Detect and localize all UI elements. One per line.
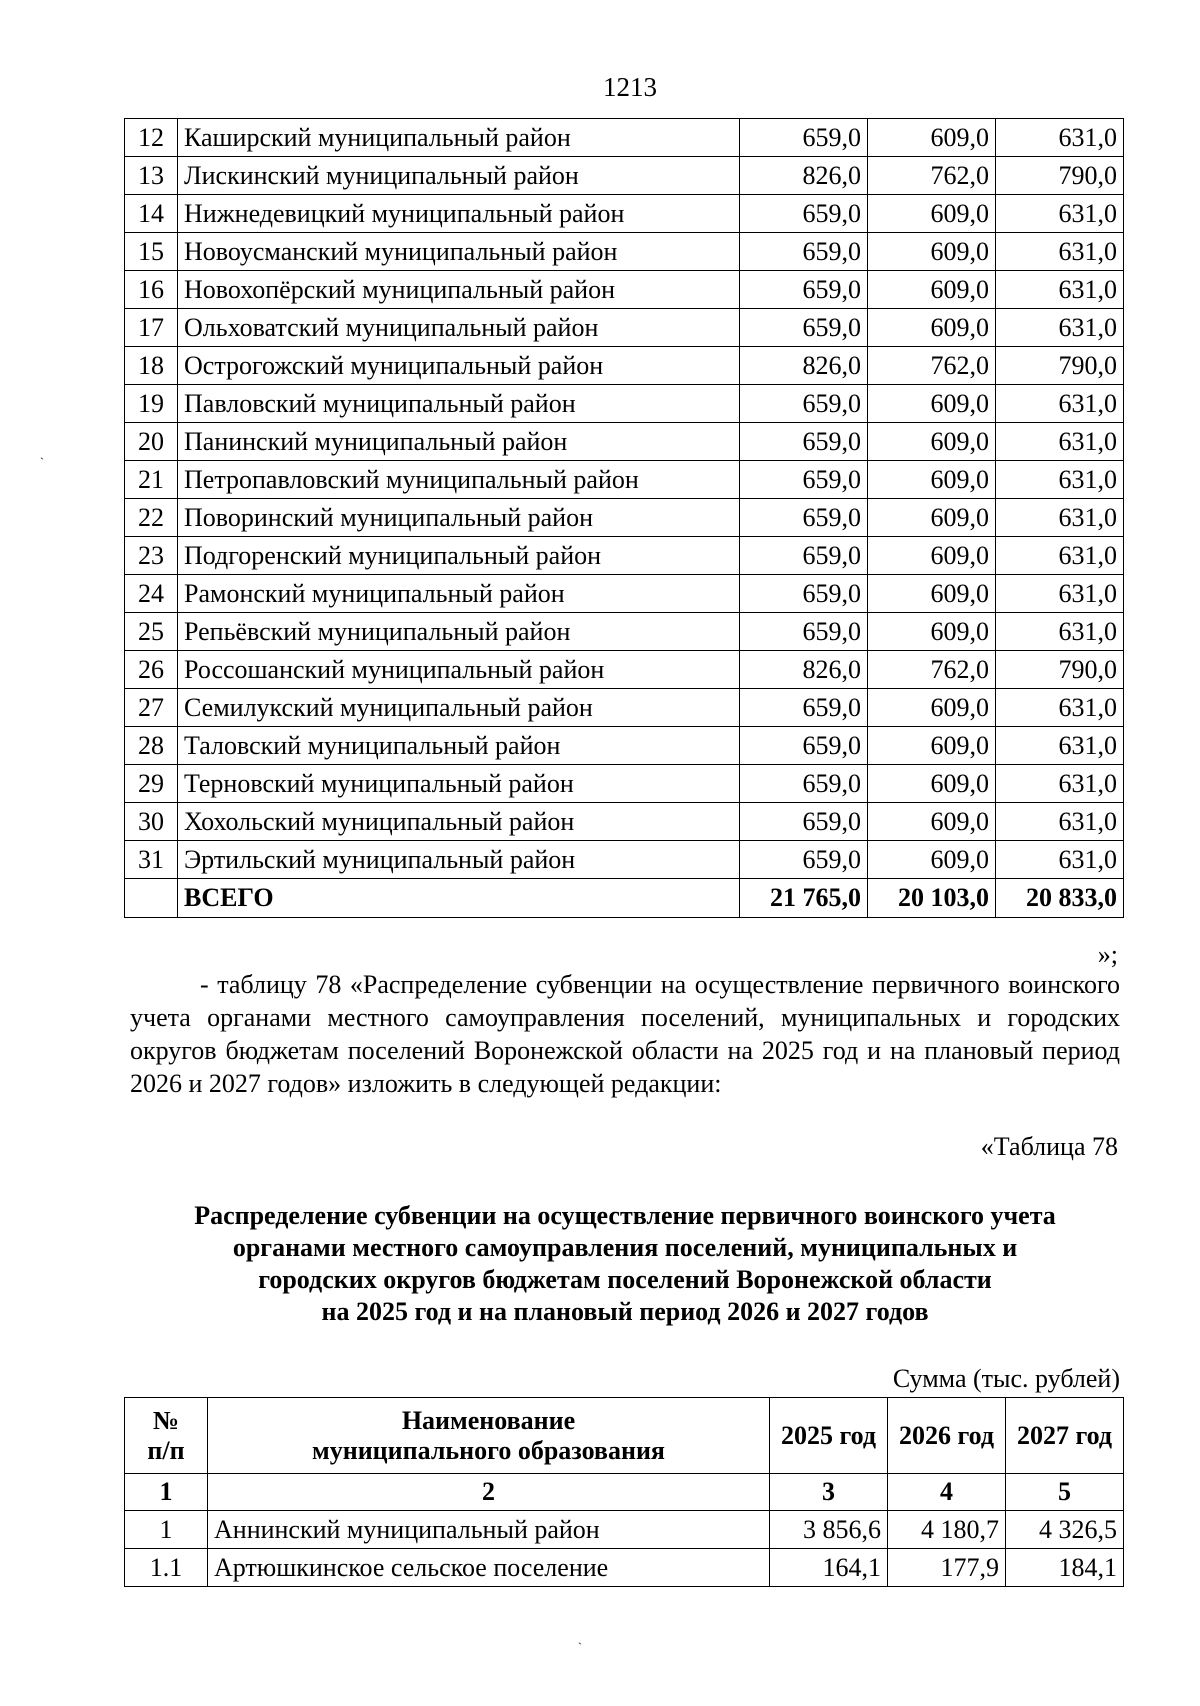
units-label: Сумма (тыс. рублей) <box>892 1364 1120 1393</box>
district-name: Панинский муниципальный район <box>178 423 740 461</box>
header-2027: 2027 год <box>1006 1398 1124 1474</box>
table-row <box>125 385 1124 423</box>
district-name: Острогожский муниципальный район <box>178 347 740 385</box>
table-row <box>125 613 1124 651</box>
col-index: 1 <box>125 1474 208 1511</box>
district-name: Россошанский муниципальный район <box>178 651 740 689</box>
value-2027: 790,0 <box>996 347 1124 385</box>
row-number: 1 <box>125 1511 208 1549</box>
table-row <box>125 651 1124 689</box>
value-2025: 164,1 <box>770 1549 888 1587</box>
value-2027: 631,0 <box>996 271 1124 309</box>
row-number: 31 <box>125 841 178 879</box>
value-2025: 659,0 <box>740 575 868 613</box>
district-name: Эртильский муниципальный район <box>178 841 740 879</box>
value-2025: 659,0 <box>740 423 868 461</box>
entity-name: Артюшкинское сельское поселение <box>208 1549 770 1587</box>
value-2026: 762,0 <box>868 651 996 689</box>
district-name: Павловский муниципальный район <box>178 385 740 423</box>
title-line: городских округов бюджетам поселений Воронежской области <box>258 1265 992 1294</box>
value-2026: 609,0 <box>868 803 996 841</box>
value-2026: 609,0 <box>868 575 996 613</box>
value-2025: 3 856,6 <box>770 1511 888 1549</box>
header-2025: 2025 год <box>770 1398 888 1474</box>
district-name: Таловский муниципальный район <box>178 727 740 765</box>
district-name: Хохольский муниципальный район <box>178 803 740 841</box>
header-row <box>125 1398 1124 1474</box>
value-2026: 609,0 <box>868 499 996 537</box>
row-number: 12 <box>125 119 178 157</box>
value-2027: 631,0 <box>996 537 1124 575</box>
table-row <box>125 461 1124 499</box>
district-name: Репьёвский муниципальный район <box>178 613 740 651</box>
value-2025: 659,0 <box>740 727 868 765</box>
value-2025: 659,0 <box>740 461 868 499</box>
table-row <box>125 347 1124 385</box>
table-row <box>125 423 1124 461</box>
district-name: Нижнедевицкий муниципальный район <box>178 195 740 233</box>
district-name: Подгоренский муниципальный район <box>178 537 740 575</box>
district-name: Новохопёрский муниципальный район <box>178 271 740 309</box>
value-2026: 609,0 <box>868 689 996 727</box>
row-number: 27 <box>125 689 178 727</box>
row-number: 14 <box>125 195 178 233</box>
value-2026: 609,0 <box>868 233 996 271</box>
table-row <box>125 309 1124 347</box>
value-2027: 631,0 <box>996 461 1124 499</box>
table-row <box>125 689 1124 727</box>
amendment-paragraph <box>130 968 1120 1100</box>
district-name: Поворинский муниципальный район <box>178 499 740 537</box>
value-2026: 609,0 <box>868 195 996 233</box>
value-2026: 177,9 <box>888 1549 1006 1587</box>
value-2027: 631,0 <box>996 765 1124 803</box>
table-row <box>125 499 1124 537</box>
table-label: «Таблица 78 <box>980 1132 1118 1161</box>
value-2026: 4 180,7 <box>888 1511 1006 1549</box>
row-number: 28 <box>125 727 178 765</box>
col-index: 2 <box>208 1474 770 1511</box>
row-number: 1.1 <box>125 1549 208 1587</box>
value-2027: 184,1 <box>1006 1549 1124 1587</box>
header-2026: 2026 год <box>888 1398 1006 1474</box>
table-row <box>125 1511 1124 1549</box>
value-2026: 762,0 <box>868 157 996 195</box>
value-2026: 609,0 <box>868 765 996 803</box>
row-number: 30 <box>125 803 178 841</box>
table-row <box>125 537 1124 575</box>
header-num: № п/п <box>125 1398 208 1474</box>
table-row <box>125 841 1124 879</box>
district-name: Новоусманский муниципальный район <box>178 233 740 271</box>
value-2026: 609,0 <box>868 461 996 499</box>
value-2025: 826,0 <box>740 347 868 385</box>
value-2025: 659,0 <box>740 689 868 727</box>
row-number: 29 <box>125 765 178 803</box>
value-2027: 790,0 <box>996 157 1124 195</box>
subvention-table-continuation <box>124 118 1124 918</box>
total-2025: 21 765,0 <box>740 879 868 918</box>
value-2025: 659,0 <box>740 803 868 841</box>
row-number: 15 <box>125 233 178 271</box>
value-2025: 826,0 <box>740 157 868 195</box>
value-2027: 631,0 <box>996 613 1124 651</box>
value-2025: 659,0 <box>740 385 868 423</box>
value-2025: 659,0 <box>740 841 868 879</box>
row-number: 13 <box>125 157 178 195</box>
col-index: 4 <box>888 1474 1006 1511</box>
value-2025: 659,0 <box>740 613 868 651</box>
table-row <box>125 271 1124 309</box>
entity-name: Аннинский муниципальный район <box>208 1511 770 1549</box>
value-2026: 609,0 <box>868 119 996 157</box>
district-name: Петропавловский муниципальный район <box>178 461 740 499</box>
table-row <box>125 195 1124 233</box>
total-row <box>125 879 1124 918</box>
total-label: ВСЕГО <box>178 879 740 918</box>
row-number: 17 <box>125 309 178 347</box>
value-2026: 609,0 <box>868 423 996 461</box>
value-2026: 609,0 <box>868 841 996 879</box>
value-2027: 631,0 <box>996 841 1124 879</box>
table-title <box>130 1200 1120 1328</box>
value-2027: 631,0 <box>996 233 1124 271</box>
value-2025: 659,0 <box>740 309 868 347</box>
district-name: Рамонский муниципальный район <box>178 575 740 613</box>
value-2025: 659,0 <box>740 271 868 309</box>
row-number: 16 <box>125 271 178 309</box>
value-2026: 609,0 <box>868 271 996 309</box>
value-2027: 631,0 <box>996 689 1124 727</box>
row-number: 25 <box>125 613 178 651</box>
title-line: органами местного самоуправления поселений, муниципальных и <box>232 1233 1018 1262</box>
total-2026: 20 103,0 <box>868 879 996 918</box>
scan-mark: ` <box>578 1640 582 1654</box>
table-row <box>125 803 1124 841</box>
row-number: 26 <box>125 651 178 689</box>
district-name: Семилукский муниципальный район <box>178 689 740 727</box>
total-2027: 20 833,0 <box>996 879 1124 918</box>
row-number: 22 <box>125 499 178 537</box>
table-row <box>125 119 1124 157</box>
district-name: Лискинский муниципальный район <box>178 157 740 195</box>
value-2025: 659,0 <box>740 765 868 803</box>
value-2027: 631,0 <box>996 499 1124 537</box>
value-2027: 631,0 <box>996 803 1124 841</box>
value-2026: 762,0 <box>868 347 996 385</box>
closing-quote: »; <box>1097 940 1118 969</box>
title-line: Распределение субвенции на осуществление первичного воинского учета <box>194 1201 1056 1230</box>
district-name: Каширский муниципальный район <box>178 119 740 157</box>
page-number: 1213 <box>603 72 657 102</box>
table-row <box>125 157 1124 195</box>
value-2025: 659,0 <box>740 233 868 271</box>
value-2025: 659,0 <box>740 499 868 537</box>
header-name: Наименование муниципального образования <box>208 1398 770 1474</box>
value-2026: 609,0 <box>868 309 996 347</box>
row-number: 18 <box>125 347 178 385</box>
district-name: Ольховатский муниципальный район <box>178 309 740 347</box>
row-number: 21 <box>125 461 178 499</box>
table-row <box>125 233 1124 271</box>
value-2025: 659,0 <box>740 537 868 575</box>
value-2027: 631,0 <box>996 385 1124 423</box>
column-index-row <box>125 1474 1124 1511</box>
scan-mark: ` <box>40 455 44 469</box>
value-2025: 659,0 <box>740 195 868 233</box>
amendment-text: - таблицу 78 «Распределение субвенции на осуществление первичного воинского учета органами местного самоуправления поселений, муниципальных и городских округов бюджетам поселений Воронежской области на 2025 год и на плановый период 2026 и 2027 годов» изложить в следующей редакции: <box>130 970 1120 1098</box>
table-row <box>125 1549 1124 1587</box>
value-2027: 631,0 <box>996 575 1124 613</box>
row-number: 23 <box>125 537 178 575</box>
value-2027: 631,0 <box>996 119 1124 157</box>
col-index: 5 <box>1006 1474 1124 1511</box>
row-number: 24 <box>125 575 178 613</box>
value-2027: 631,0 <box>996 423 1124 461</box>
row-number <box>125 879 178 918</box>
col-index: 3 <box>770 1474 888 1511</box>
value-2026: 609,0 <box>868 613 996 651</box>
district-name: Терновский муниципальный район <box>178 765 740 803</box>
value-2026: 609,0 <box>868 537 996 575</box>
value-2027: 631,0 <box>996 309 1124 347</box>
row-number: 20 <box>125 423 178 461</box>
table-row <box>125 575 1124 613</box>
row-number: 19 <box>125 385 178 423</box>
value-2026: 609,0 <box>868 727 996 765</box>
table-row <box>125 727 1124 765</box>
title-line: на 2025 год и на плановый период 2026 и 2027 годов <box>321 1297 929 1326</box>
value-2027: 631,0 <box>996 195 1124 233</box>
value-2027: 790,0 <box>996 651 1124 689</box>
table-row <box>125 765 1124 803</box>
value-2027: 631,0 <box>996 727 1124 765</box>
value-2025: 826,0 <box>740 651 868 689</box>
value-2026: 609,0 <box>868 385 996 423</box>
value-2027: 4 326,5 <box>1006 1511 1124 1549</box>
table-78 <box>124 1397 1124 1587</box>
value-2025: 659,0 <box>740 119 868 157</box>
